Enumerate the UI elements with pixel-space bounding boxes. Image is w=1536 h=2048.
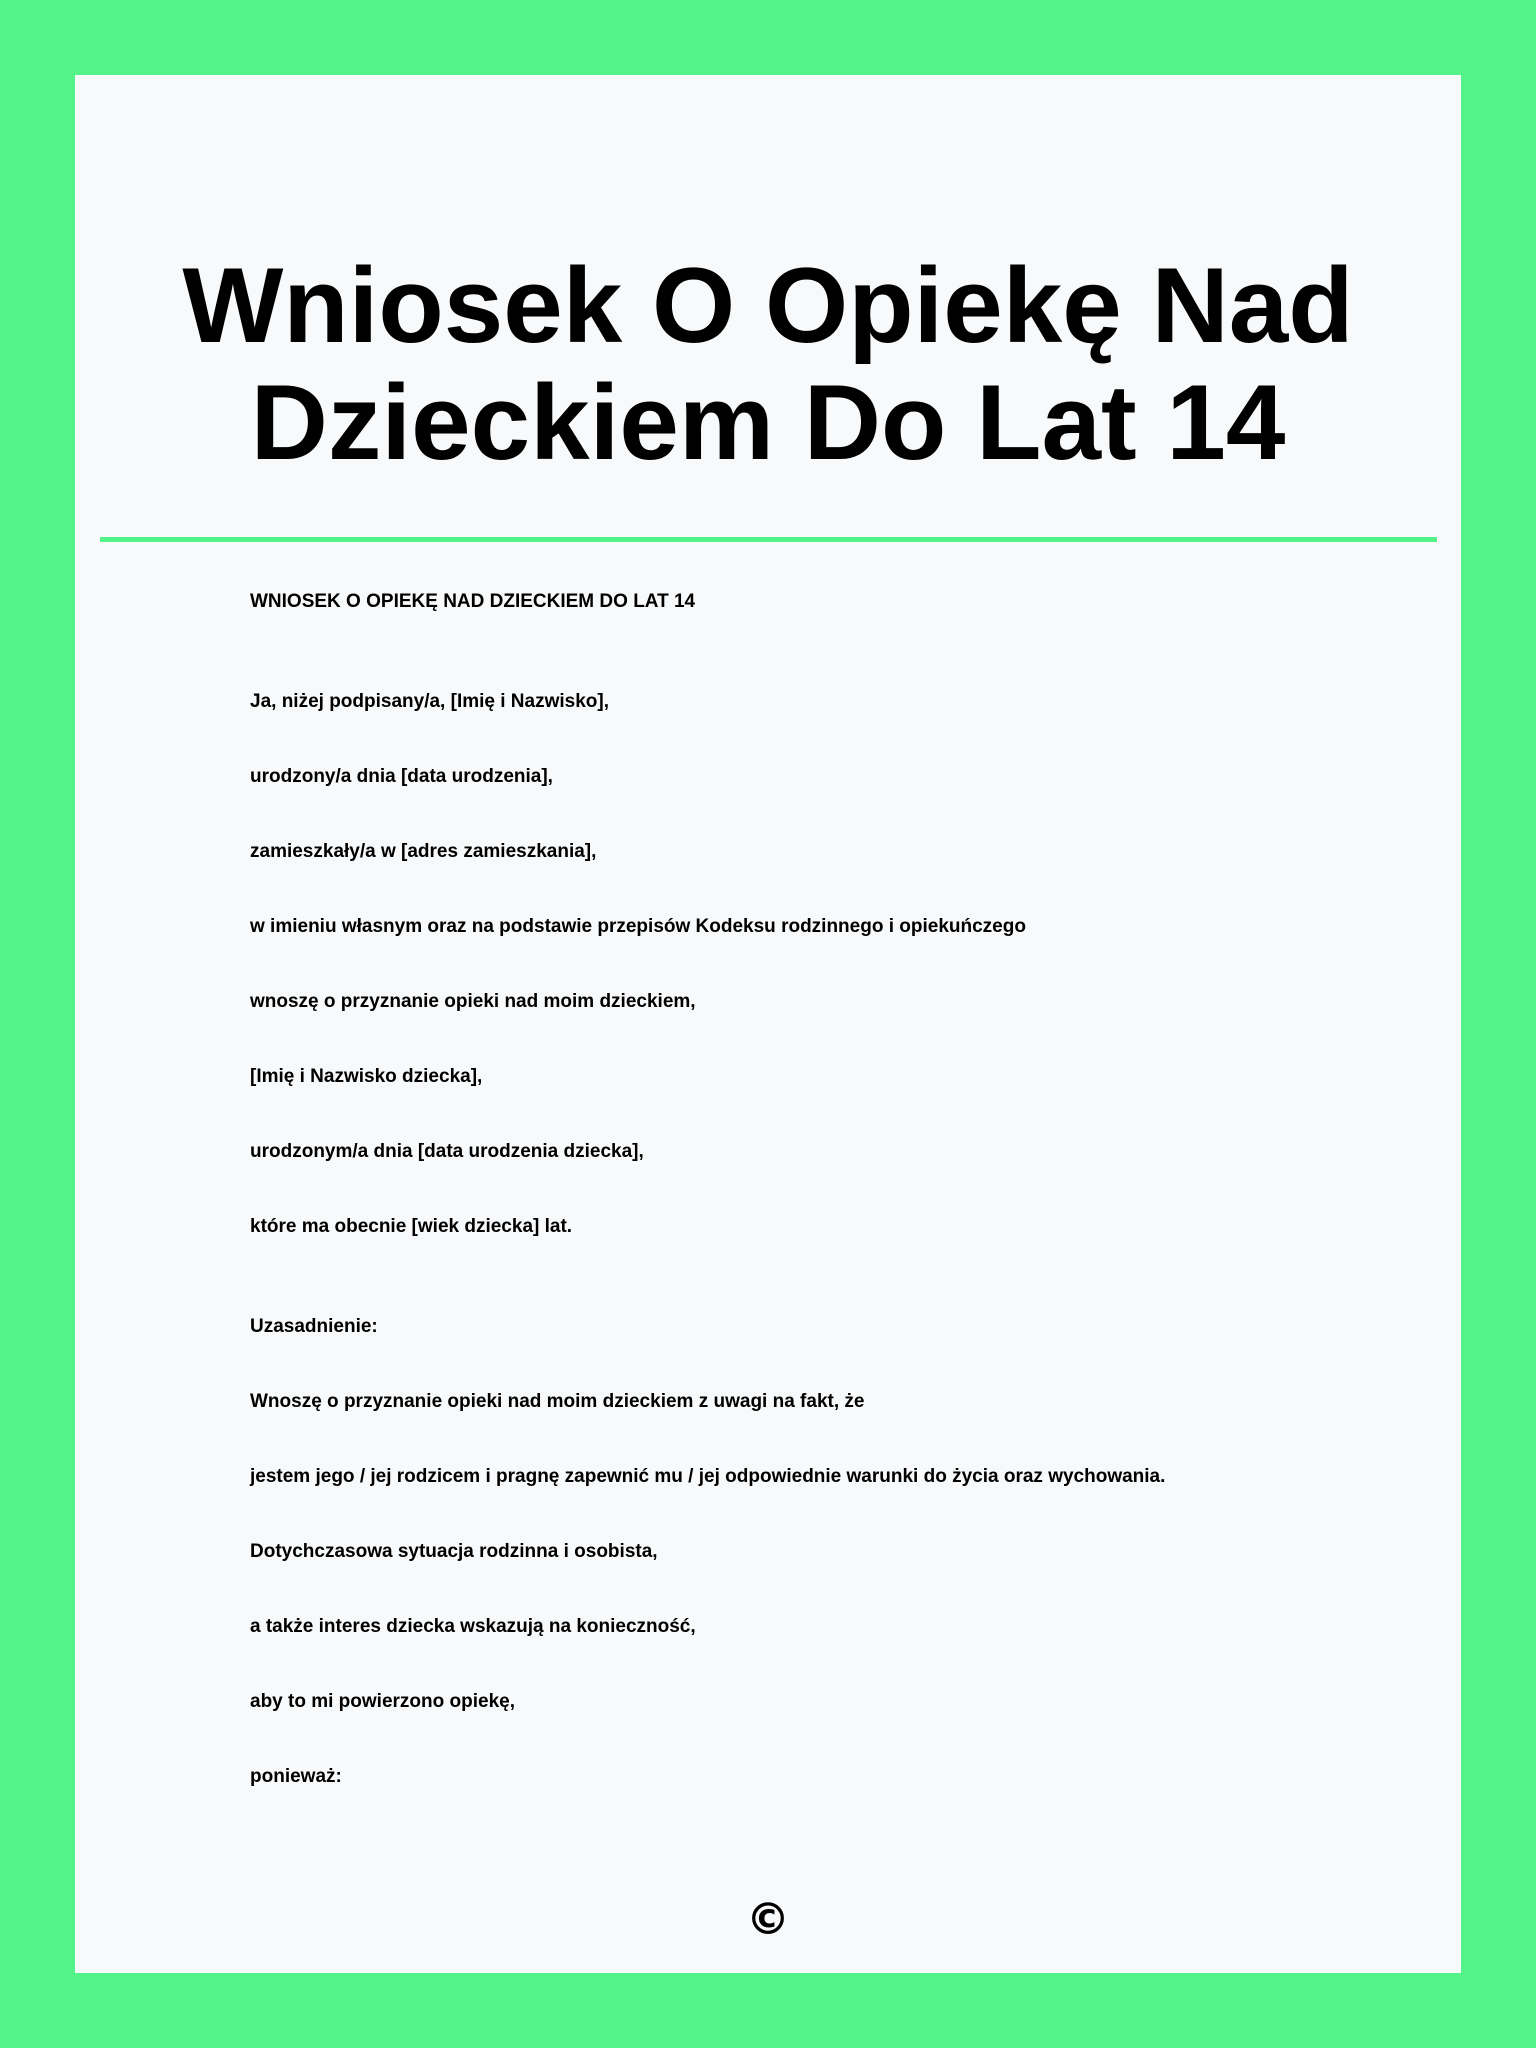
- document-title: Wniosek O Opiekę Nad Dzieckiem Do Lat 14: [182, 245, 1354, 482]
- document-page: [75, 75, 1461, 1973]
- justification-line: ponieważ:: [250, 1766, 342, 1787]
- body-line: urodzonym/a dnia [data urodzenia dziecka],: [250, 1141, 644, 1162]
- body-line: urodzony/a dnia [data urodzenia],: [250, 766, 553, 787]
- title-divider: [100, 537, 1437, 542]
- body-line: w imieniu własnym oraz na podstawie przepisów Kodeksu rodzinnego i opiekuńczego: [250, 916, 1026, 937]
- justification-label: Uzasadnienie:: [250, 1316, 378, 1337]
- body-line: wnoszę o przyznanie opieki nad moim dzieckiem,: [250, 991, 696, 1012]
- justification-line: Dotychczasowa sytuacja rodzinna i osobista,: [250, 1541, 658, 1562]
- justification-line: jestem jego / jej rodzicem i pragnę zapewnić mu / jej odpowiednie warunki do życia oraz wychowania.: [250, 1466, 1166, 1487]
- justification-line: a także interes dziecka wskazują na konieczność,: [250, 1616, 696, 1637]
- justification-line: aby to mi powierzono opiekę,: [250, 1691, 515, 1712]
- body-line: które ma obecnie [wiek dziecka] lat.: [250, 1216, 573, 1237]
- body-line: Ja, niżej podpisany/a, [Imię i Nazwisko],: [250, 691, 609, 712]
- document-heading: WNIOSEK O OPIEKĘ NAD DZIECKIEM DO LAT 14: [250, 591, 696, 612]
- body-line: [Imię i Nazwisko dziecka],: [250, 1066, 483, 1087]
- justification-line: Wnoszę o przyznanie opieki nad moim dzieckiem z uwagi na fakt, że: [250, 1391, 865, 1412]
- copyright-icon: ©: [746, 1894, 790, 1945]
- body-line: zamieszkały/a w [adres zamieszkania],: [250, 841, 597, 862]
